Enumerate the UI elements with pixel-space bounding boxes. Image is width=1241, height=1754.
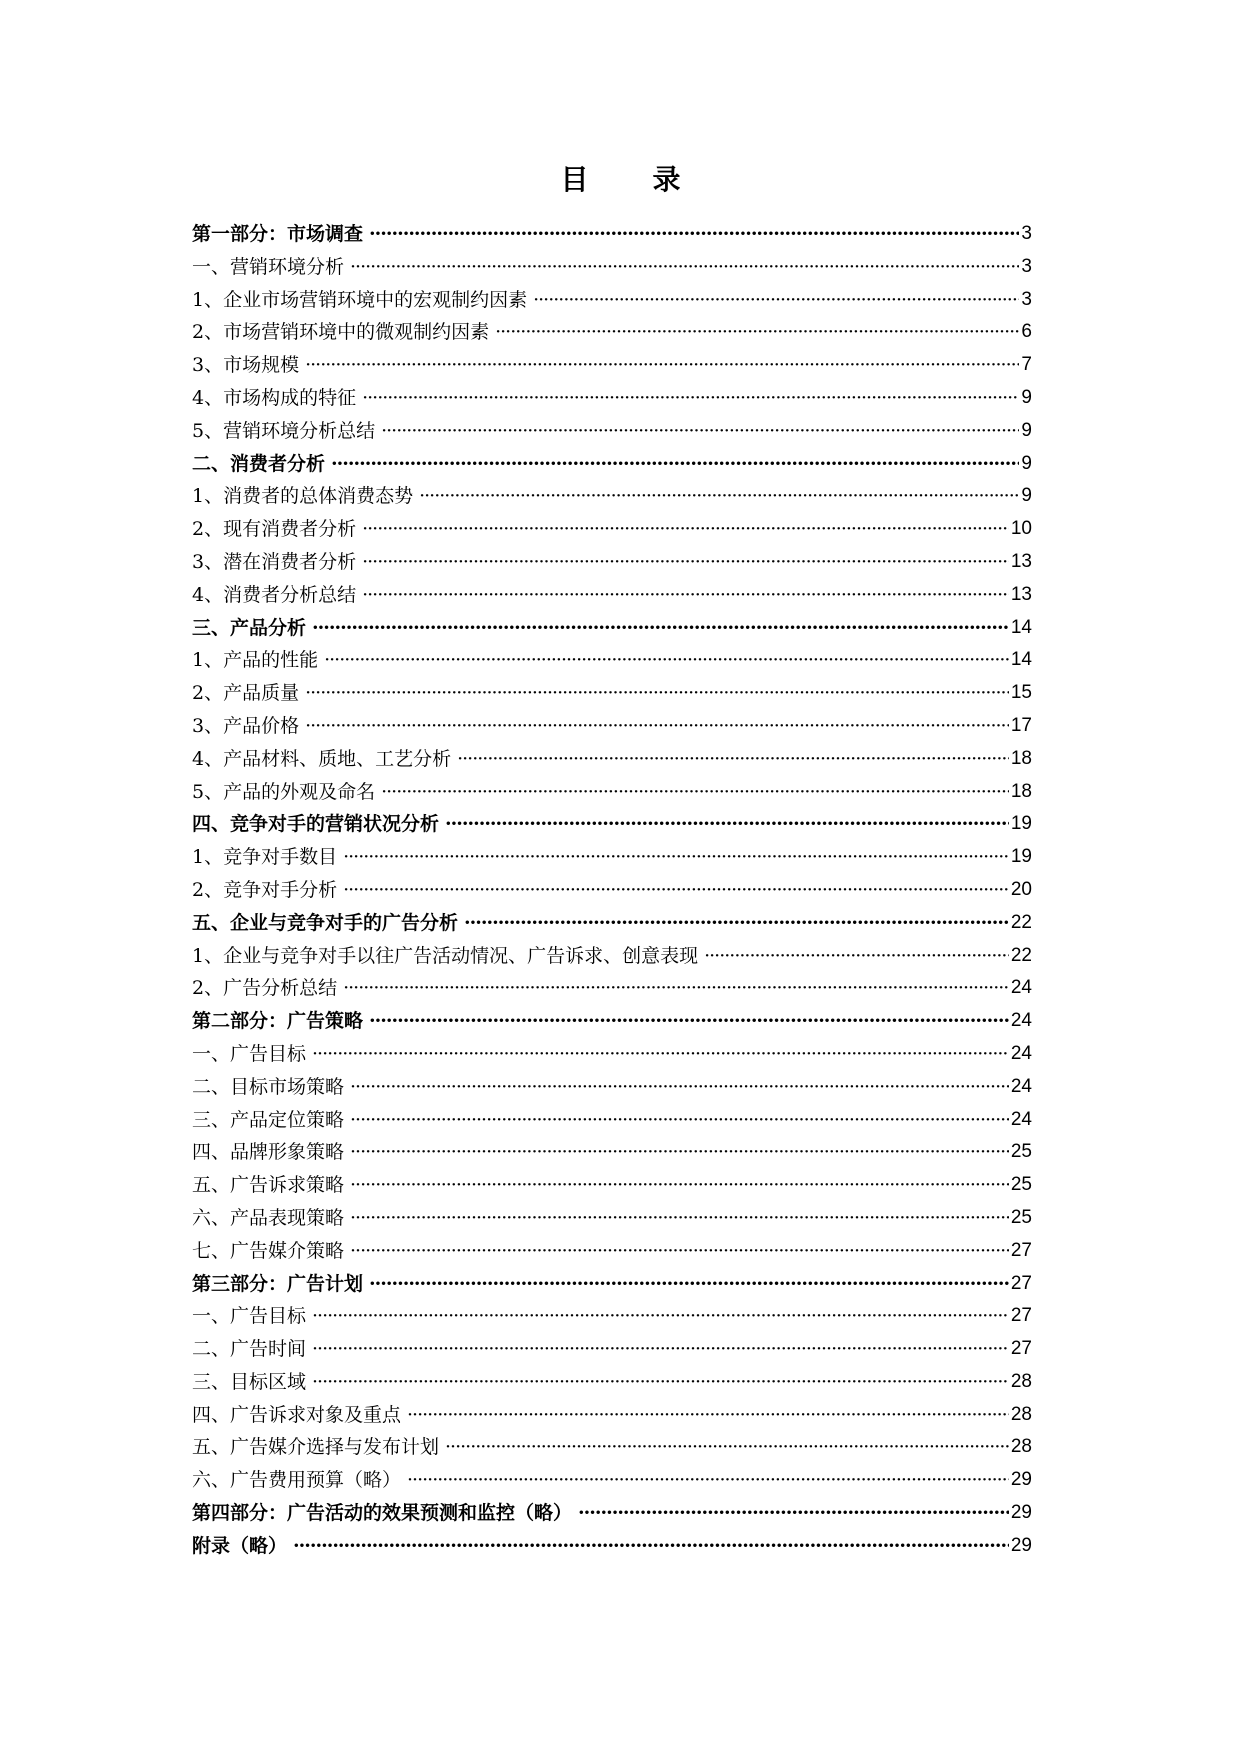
- toc-entry-label: 4、市场构成的特征: [192, 386, 357, 409]
- toc-section-entry[interactable]: [192, 1268, 1032, 1301]
- toc-entry-label: 5、营销环境分析总结: [192, 419, 376, 442]
- toc-page-number: 3: [1021, 255, 1032, 277]
- toc-entry-label: 第二部分：广告策略: [192, 1010, 364, 1033]
- toc-page-number: 27: [1010, 1272, 1032, 1294]
- toc-entry[interactable]: [192, 1431, 1032, 1464]
- toc-dot-leader: [495, 316, 1019, 349]
- toc-entry-label: 一、广告目标: [192, 1305, 307, 1328]
- toc-page-number: 27: [1010, 1305, 1032, 1327]
- toc-dot-leader: [381, 776, 1009, 809]
- toc-entry[interactable]: [192, 1300, 1032, 1333]
- toc-entry-label: 四、竞争对手的营销状况分析: [192, 813, 440, 836]
- toc-page-number: 24: [1010, 1010, 1032, 1032]
- toc-page-number: 3: [1021, 288, 1032, 310]
- toc-dot-leader: [350, 1136, 1009, 1169]
- toc-dot-leader: [305, 349, 1019, 382]
- toc-dot-leader: [350, 1071, 1009, 1104]
- toc-entry-label: 第四部分：广告活动的效果预测和监控（略）: [192, 1502, 573, 1525]
- toc-page-number: 28: [1010, 1403, 1032, 1425]
- toc-entry[interactable]: [192, 513, 1032, 546]
- toc-section-entry[interactable]: [192, 1497, 1032, 1530]
- toc-entry[interactable]: [192, 349, 1032, 382]
- toc-entry-label: 5、产品的外观及命名: [192, 780, 376, 803]
- toc-dot-leader: [324, 644, 1009, 677]
- toc-entry[interactable]: [192, 644, 1032, 677]
- toc-entry-label: 三、产品分析: [192, 616, 307, 639]
- toc-entry[interactable]: [192, 1169, 1032, 1202]
- toc-dot-leader: [305, 710, 1009, 743]
- toc-page-number: 29: [1010, 1469, 1032, 1491]
- toc-entry[interactable]: [192, 776, 1032, 809]
- toc-page-number: 6: [1021, 321, 1032, 343]
- toc-page-number: 25: [1010, 1141, 1032, 1163]
- toc-entry[interactable]: [192, 1136, 1032, 1169]
- toc-entry-label: 一、广告目标: [192, 1042, 307, 1065]
- toc-page-number: 25: [1010, 1206, 1032, 1228]
- toc-page-number: 7: [1021, 354, 1032, 376]
- toc-entry[interactable]: [192, 1071, 1032, 1104]
- toc-dot-leader: [362, 513, 1009, 546]
- toc-entry[interactable]: [192, 677, 1032, 710]
- toc-page-number: 9: [1021, 485, 1032, 507]
- toc-page-number: 28: [1010, 1436, 1032, 1458]
- toc-page-number: 27: [1010, 1338, 1032, 1360]
- toc-entry-label: 1、企业市场营销环境中的宏观制约因素: [192, 288, 528, 311]
- toc-page-number: 28: [1010, 1370, 1032, 1392]
- toc-section-entry[interactable]: [192, 448, 1032, 481]
- toc-section-entry[interactable]: [192, 907, 1032, 940]
- toc-dot-leader: [533, 284, 1019, 317]
- toc-dot-leader: [419, 480, 1019, 513]
- toc-entry-label: 1、企业与竞争对手以往广告活动情况、广告诉求、创意表现: [192, 944, 699, 967]
- toc-page-number: 9: [1021, 452, 1032, 474]
- toc-dot-leader: [407, 1399, 1009, 1432]
- toc-page-number: 18: [1010, 747, 1032, 769]
- toc-entry[interactable]: [192, 1333, 1032, 1366]
- toc-page-number: 24: [1010, 1108, 1032, 1130]
- toc-dot-leader: [343, 972, 1009, 1005]
- toc-dot-leader: [350, 1235, 1009, 1268]
- toc-dot-leader: [369, 1268, 1009, 1301]
- title-char-2: 录: [652, 163, 681, 196]
- toc-entry[interactable]: [192, 972, 1032, 1005]
- toc-entry-label: 1、产品的性能: [192, 649, 319, 672]
- toc-entry[interactable]: [192, 1038, 1032, 1071]
- toc-entry-label: 一、营销环境分析: [192, 255, 345, 278]
- toc-dot-leader: [445, 1431, 1009, 1464]
- toc-dot-leader: [578, 1497, 1009, 1530]
- toc-entry-label: 四、品牌形象策略: [192, 1141, 345, 1164]
- toc-entry-label: 3、市场规模: [192, 354, 300, 377]
- toc-page-number: 25: [1010, 1174, 1032, 1196]
- toc-page-number: 24: [1010, 1042, 1032, 1064]
- toc-entry[interactable]: [192, 546, 1032, 579]
- toc-page-number: 3: [1021, 223, 1032, 244]
- title-char-1: 目: [560, 163, 589, 196]
- toc-page-number: 9: [1021, 419, 1032, 441]
- toc-page-number: 19: [1010, 813, 1032, 835]
- toc-dot-leader: [362, 579, 1009, 612]
- toc-entry[interactable]: [192, 382, 1032, 415]
- toc-entry-label: 第三部分：广告计划: [192, 1272, 364, 1295]
- toc-section-entry[interactable]: [192, 1005, 1032, 1038]
- toc-dot-leader: [362, 546, 1009, 579]
- toc-entry-label: 2、产品质量: [192, 682, 300, 705]
- toc-section-entry[interactable]: [192, 1530, 1032, 1563]
- toc-dot-leader: [350, 1104, 1009, 1137]
- toc-dot-leader: [312, 1366, 1009, 1399]
- toc-page-number: 22: [1010, 911, 1032, 933]
- toc-entry-label: 二、广告时间: [192, 1338, 307, 1361]
- toc-dot-leader: [369, 1005, 1009, 1038]
- toc-section-entry[interactable]: [192, 218, 1032, 251]
- toc-entry-label: 2、广告分析总结: [192, 977, 338, 1000]
- toc-entry-label: 五、广告诉求策略: [192, 1174, 345, 1197]
- toc-dot-leader: [312, 1333, 1009, 1366]
- toc-dot-leader: [343, 841, 1009, 874]
- toc-entry-label: 三、产品定位策略: [192, 1108, 345, 1131]
- toc-entry-label: 四、广告诉求对象及重点: [192, 1403, 402, 1426]
- toc-dot-leader: [381, 415, 1019, 448]
- toc-page-number: 14: [1010, 649, 1032, 671]
- toc-entry-label: 第一部分：市场调查: [192, 223, 364, 245]
- toc-entry-label: 4、消费者分析总结: [192, 583, 357, 606]
- table-of-contents: [192, 218, 1032, 1563]
- toc-entry-label: 二、目标市场策略: [192, 1075, 345, 1098]
- toc-entry[interactable]: [192, 1202, 1032, 1235]
- toc-entry-label: 附录（略）: [192, 1534, 288, 1557]
- toc-page-number: 29: [1010, 1534, 1032, 1556]
- toc-dot-leader: [350, 1169, 1009, 1202]
- toc-entry[interactable]: [192, 1464, 1032, 1497]
- toc-entry[interactable]: [192, 1235, 1032, 1268]
- toc-entry-label: 4、产品材料、质地、工艺分析: [192, 747, 452, 770]
- toc-entry-label: 1、消费者的总体消费态势: [192, 485, 414, 508]
- toc-page-number: 15: [1010, 682, 1032, 704]
- toc-dot-leader: [704, 940, 1009, 973]
- toc-page-number: 10: [1010, 518, 1032, 540]
- toc-section-entry[interactable]: [192, 808, 1032, 841]
- page-title: [0, 160, 1241, 200]
- toc-page-number: 18: [1010, 780, 1032, 802]
- toc-section-entry[interactable]: [192, 612, 1032, 645]
- toc-entry-label: 六、产品表现策略: [192, 1206, 345, 1229]
- toc-dot-leader: [350, 251, 1019, 284]
- toc-entry[interactable]: [192, 841, 1032, 874]
- toc-entry[interactable]: [192, 284, 1032, 317]
- toc-entry-label: 3、潜在消费者分析: [192, 550, 357, 573]
- toc-page-number: 13: [1010, 550, 1032, 572]
- toc-entry-label: 七、广告媒介策略: [192, 1239, 345, 1262]
- toc-dot-leader: [312, 612, 1009, 645]
- toc-dot-leader: [305, 677, 1009, 710]
- toc-entry[interactable]: [192, 874, 1032, 907]
- toc-entry-label: 3、产品价格: [192, 714, 300, 737]
- toc-entry-label: 二、消费者分析: [192, 452, 326, 475]
- toc-page-number: 27: [1010, 1239, 1032, 1261]
- toc-dot-leader: [445, 808, 1009, 841]
- toc-page-number: 20: [1010, 878, 1032, 900]
- toc-page-number: 24: [1010, 977, 1032, 999]
- toc-entry[interactable]: [192, 710, 1032, 743]
- toc-entry[interactable]: [192, 743, 1032, 776]
- toc-entry-label: 2、竞争对手分析: [192, 878, 338, 901]
- toc-entry-label: 1、竞争对手数目: [192, 846, 338, 869]
- toc-page-number: 24: [1010, 1075, 1032, 1097]
- toc-page-number: 29: [1010, 1502, 1032, 1524]
- toc-page-number: 19: [1010, 846, 1032, 868]
- toc-entry[interactable]: [192, 579, 1032, 612]
- toc-dot-leader: [407, 1464, 1009, 1497]
- toc-entry-label: 2、市场营销环境中的微观制约因素: [192, 321, 490, 344]
- toc-dot-leader: [362, 382, 1019, 415]
- toc-dot-leader: [369, 218, 1019, 251]
- toc-entry-label: 2、现有消费者分析: [192, 518, 357, 541]
- toc-dot-leader: [312, 1038, 1009, 1071]
- toc-dot-leader: [457, 743, 1009, 776]
- toc-dot-leader: [350, 1202, 1009, 1235]
- toc-dot-leader: [312, 1300, 1009, 1333]
- toc-dot-leader: [464, 907, 1009, 940]
- toc-page-number: 17: [1010, 714, 1032, 736]
- toc-entry[interactable]: [192, 1399, 1032, 1432]
- toc-page-number: 9: [1021, 386, 1032, 408]
- toc-dot-leader: [293, 1530, 1009, 1563]
- toc-entry[interactable]: [192, 940, 1032, 973]
- toc-entry[interactable]: [192, 1104, 1032, 1137]
- toc-entry-label: 五、广告媒介选择与发布计划: [192, 1436, 440, 1459]
- toc-page-number: 13: [1010, 583, 1032, 605]
- toc-dot-leader: [331, 448, 1019, 481]
- toc-page-number: 22: [1010, 944, 1032, 966]
- toc-entry[interactable]: [192, 1366, 1032, 1399]
- toc-entry[interactable]: [192, 316, 1032, 349]
- toc-entry[interactable]: [192, 415, 1032, 448]
- toc-entry-label: 六、广告费用预算（略）: [192, 1469, 402, 1492]
- toc-entry[interactable]: [192, 251, 1032, 284]
- toc-entry-label: 三、目标区域: [192, 1370, 307, 1393]
- toc-entry[interactable]: [192, 480, 1032, 513]
- toc-entry-label: 五、企业与竞争对手的广告分析: [192, 911, 459, 934]
- toc-page-number: 14: [1010, 616, 1032, 638]
- toc-dot-leader: [343, 874, 1009, 907]
